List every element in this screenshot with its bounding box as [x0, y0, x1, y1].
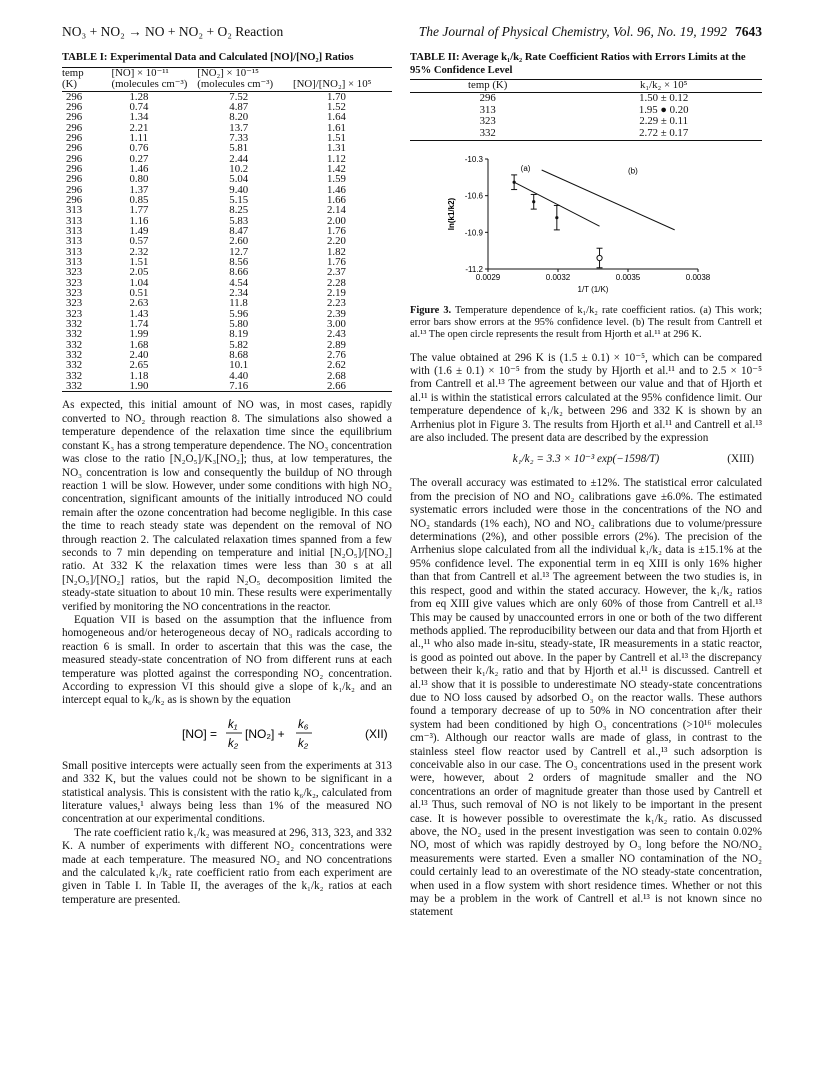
eq13-text: k₁/k₂ = 3.3 × 10⁻³ exp(−1598/T)	[512, 453, 660, 466]
table-row	[410, 105, 762, 117]
y-tick-label: -10.9	[464, 228, 483, 238]
eq12-label: (XII)	[365, 726, 388, 741]
table-cell: 2.21	[129, 121, 149, 134]
table-cell: 12.7	[229, 245, 249, 258]
table-cell: 2.62	[326, 359, 346, 372]
table-row	[62, 381, 392, 392]
x-axis-label: 1/T (1/K)	[577, 284, 609, 294]
table-cell: 313	[479, 103, 496, 116]
table-cell: 9.40	[229, 183, 249, 196]
table-cell: 1.76	[326, 256, 346, 268]
page-header	[62, 24, 762, 42]
table-row	[410, 92, 762, 104]
table1-label: TABLE I:	[62, 52, 108, 63]
data-point	[532, 200, 535, 203]
paragraph: Equation VII is based on the assumption that the influence from homogeneous and/or heterogeneous decay of NO₃ radicals according to reaction 6 is small. In order to ascertain that this was the case, the measured steady-state concentration of NO from different runs at each temperature was plotted against the corresponding NO₂ concentration. According to expression VI this should give a slope of k₁/k₂ and an intercept equal to k₆/k₂ as is shown by the equation	[62, 613, 392, 707]
table-cell: 2.63	[129, 297, 149, 310]
table-cell: 0.27	[129, 152, 149, 165]
table-cell: 4.87	[229, 100, 249, 113]
table-cell: 2.43	[326, 328, 346, 341]
table2-title: Average k₁/k₂ Rate Coefficient Ratios with Errors Limits at the 95% Confidence Level	[410, 52, 746, 76]
table-cell: 1.95 ● 0.20	[638, 103, 689, 116]
table-cell: 2.40	[129, 349, 149, 362]
table1	[62, 67, 392, 393]
eq12-k1: k₁	[228, 718, 238, 731]
table-cell: 296	[66, 131, 83, 144]
table1-title: Experimental Data and Calculated [NO]/[NO₂] Ratios	[110, 52, 354, 63]
equation-xii-graphic	[62, 714, 392, 754]
table-cell: 0.57	[129, 235, 149, 248]
journal-citation	[419, 24, 762, 40]
table-cell: 1.34	[129, 111, 149, 124]
table-cell: 8.20	[229, 111, 249, 124]
table1-header-cell: [NO] × 10⁻¹¹	[111, 66, 169, 79]
paragraph: Small positive intercepts were actually seen from the experiments at 313 and 332 K, but the values could not be shown to be significant in a statistical analysis. This is consistent with the ratio k₆/k₂, calculated from literature values,¹ always being less than 1% of the measured NO concentration at our experimental conditions.	[62, 759, 392, 826]
table-cell: 2.37	[326, 266, 346, 279]
table2-body	[410, 92, 762, 140]
table-cell: 5.83	[229, 214, 249, 227]
table-cell: 10.1	[229, 359, 249, 372]
table-cell: 4.40	[229, 369, 249, 382]
table2-header-cell: k₁/k₂ × 10⁵	[639, 79, 688, 91]
figure3-chart	[410, 149, 762, 299]
table-cell: 2.29 ± 0.11	[639, 115, 689, 128]
table-cell: 332	[66, 338, 83, 351]
table-cell: 2.05	[129, 266, 149, 279]
table-cell: 1.37	[129, 183, 149, 196]
right-column	[410, 52, 762, 920]
table1-header-cell: temp	[62, 66, 84, 79]
table1-header-cell: (K)	[62, 78, 77, 90]
table-cell: 332	[66, 349, 83, 362]
table2	[410, 79, 762, 141]
table-cell: 313	[66, 235, 83, 248]
table-row	[410, 116, 762, 128]
table1-header-cell: [NO]/[NO₂] × 10⁵	[292, 78, 372, 90]
eq12-lhs: [NO] =	[182, 726, 218, 741]
table1-header-cell: [NO₂] × 10⁻¹⁵	[197, 66, 259, 79]
table1-header-cell: (molecules cm⁻³)	[111, 78, 188, 90]
table-cell: 11.8	[229, 297, 248, 310]
table-cell: 8.56	[229, 256, 249, 268]
table-cell: 323	[66, 297, 83, 310]
table-cell: 296	[66, 142, 83, 155]
table-cell: 1.11	[129, 131, 148, 144]
table-cell: 332	[66, 328, 83, 341]
table-cell: 2.23	[326, 297, 346, 310]
annotation-a: (a)	[520, 164, 531, 174]
table-cell: 1.28	[129, 90, 149, 103]
table-cell: 1.43	[129, 307, 149, 320]
table-cell: 313	[66, 224, 83, 237]
table-cell: 1.64	[326, 111, 346, 124]
table-cell: 323	[66, 287, 83, 300]
table-cell: 1.52	[326, 100, 346, 113]
table-cell: 323	[66, 307, 83, 320]
table2-header-cell: temp (K)	[468, 79, 508, 91]
table-cell: 1.61	[326, 121, 346, 134]
eq12-k2a: k₂	[228, 737, 239, 750]
table-cell: 2.66	[326, 380, 346, 393]
table-cell: 8.19	[229, 328, 249, 341]
table-cell: 313	[66, 214, 83, 227]
page-number: 7643	[735, 24, 762, 39]
table-row	[62, 143, 392, 153]
table2-caption	[410, 52, 762, 77]
table-cell: 5.04	[229, 173, 249, 186]
table-cell: 3.00	[326, 318, 346, 331]
table-cell: 1.82	[326, 245, 346, 258]
table-cell: 332	[66, 318, 83, 331]
table-cell: 1.77	[129, 204, 149, 217]
table-cell: 8.25	[229, 204, 249, 217]
table-cell: 2.68	[326, 369, 346, 382]
table-cell: 5.81	[229, 142, 249, 155]
figure3-text: Temperature dependence of k₁/k₂ rate coefficient ratios. (a) This work; error bars show errors at the 95% confidence level. (b) The result from Cantrell et al.¹³ The open circle represents the result from Hjorth et al.¹¹ at 296 K.	[410, 304, 762, 341]
figure3-label: Figure 3.	[410, 304, 452, 316]
table-cell: 2.39	[326, 307, 346, 320]
table-cell: 296	[66, 193, 83, 206]
table-cell: 2.60	[229, 235, 249, 248]
table-cell: 313	[66, 204, 83, 217]
figure3-caption	[410, 305, 762, 342]
table-cell: 332	[66, 359, 83, 372]
table-cell: 2.34	[229, 287, 249, 300]
data-point	[555, 216, 558, 219]
table-cell: 296	[66, 173, 83, 186]
table-cell: 5.80	[229, 318, 249, 331]
table-cell: 8.66	[229, 266, 249, 279]
x-tick-label: 0.0038	[685, 272, 711, 282]
left-text-2	[62, 760, 392, 907]
table-cell: 2.00	[326, 214, 346, 227]
table-cell: 2.14	[326, 204, 346, 217]
line-b	[542, 170, 675, 230]
table-row	[410, 128, 762, 140]
table-cell: 1.70	[326, 90, 346, 103]
table-cell: 296	[66, 162, 83, 175]
table-cell: 0.51	[129, 287, 149, 300]
table-cell: 313	[66, 256, 83, 268]
open-circle-point	[597, 255, 602, 260]
table2-label: TABLE II:	[410, 52, 460, 63]
table-cell: 7.52	[229, 90, 249, 103]
table-cell: 1.74	[129, 318, 149, 331]
table-cell: 1.59	[326, 173, 346, 186]
table-cell: 5.96	[229, 307, 249, 320]
x-tick-label: 0.0029	[475, 272, 501, 282]
table-cell: 323	[66, 266, 83, 279]
table-cell: 7.16	[229, 380, 249, 393]
y-axis-label: ln(k1/k2)	[447, 197, 456, 231]
left-column	[62, 52, 392, 907]
table-cell: 1.76	[326, 224, 346, 237]
annotation-b: (b)	[628, 166, 638, 176]
table-cell: 1.68	[129, 338, 149, 351]
table-cell: 1.04	[129, 276, 149, 289]
table2-header	[410, 80, 762, 93]
x-tick-label: 0.0035	[615, 272, 641, 282]
y-tick-label: -11.2	[465, 264, 483, 274]
table-cell: 1.16	[129, 214, 149, 227]
journal-name: The Journal of Physical Chemistry, Vol. 96, No. 19, 1992	[418, 24, 727, 39]
table-cell: 1.50 ± 0.12	[639, 91, 689, 104]
table-cell: 8.47	[229, 224, 249, 237]
table-cell: 2.19	[326, 287, 346, 300]
table-cell: 296	[66, 152, 83, 165]
equation-xii	[62, 714, 392, 754]
table-cell: 296	[66, 90, 83, 103]
left-text-1	[62, 399, 392, 707]
table-cell: 1.90	[129, 380, 149, 393]
eq12-mid: [NO₂] +	[245, 726, 285, 741]
table-cell: 2.89	[326, 338, 346, 351]
table-cell: 5.82	[229, 338, 249, 351]
table-cell: 8.68	[229, 349, 249, 362]
table-cell: 0.85	[129, 193, 149, 206]
table-cell: 296	[66, 111, 83, 124]
table-cell: 2.32	[129, 245, 149, 258]
table-cell: 2.28	[326, 276, 346, 289]
table-row	[62, 112, 392, 122]
table-cell: 332	[479, 127, 496, 140]
table1-header-cell: (molecules cm⁻³)	[197, 78, 274, 90]
y-tick-label: -10.6	[464, 191, 483, 201]
table-cell: 296	[66, 183, 83, 196]
table-cell: 1.99	[129, 328, 149, 341]
paragraph: The rate coefficient ratio k₁/k₂ was measured at 296, 313, 323, and 332 K. A number of experiments with different NO₂ concentrations were made at each temperature. The measured NO₂ and NO concentrations and the calculated k₁/k₂ rate coefficient ratio from each experiment are given in Table I. In Table II, the averages of the k₁/k₂ ratios at each temperature are presented.	[62, 826, 392, 906]
table-cell: 4.54	[229, 276, 249, 289]
paragraph: As expected, this initial amount of NO was, in most cases, rapidly converted to NO₂ through reaction 8. The simulations also showed a temperature dependence of the relaxation time since the equilibrium constant K₃ has a strong temperature dependence. The NO₃ concentration was close to the ratio [N₂O₅]/K₃[NO₂]; thus, at low temperatures, the NO₃ concentration is low and consequently the buildup of NO through reaction 1 will be slow. However, under some conditions with high NO₂ concentration, significant amounts of the initially introduced NO could remain after the ozone concentration had become negligible. In this case the time to reach steady state was dependent on the removal of NO through reaction 2. The calculated relaxation times spanned from a few seconds to 7 min depending on temperature and initial [N₂O₅]/[NO₂] ratio. At 332 K the relaxation times were less than 30 s at all [N₂O₅]/[NO₂] ratios, but the rapid N₂O₅ decomposition limited the steady-state situation to about 10 min. These results were experimentally verified by monitoring the NO concentrations in the reactor.	[62, 399, 392, 613]
paragraph: The value obtained at 296 K is (1.5 ± 0.1) × 10⁻⁵, which can be compared with (1.6 ± 0.1) × 10⁻⁵ from the study by Hjorth et al.¹¹ and to 2.5 × 10⁻⁵ from Cantrell et al.¹³ The agreement between our value and that of Hjorth et al.¹¹ is within the statistical errors calculated at the 95% confidence limit. Our temperature dependence of k₁/k₂ between 296 and 332 K is shown by an Arrhenius plot in Figure 3. The results from Hjorth et al.¹¹ and Cantrell et al.¹³ are also included. The present data are described by the expression	[410, 351, 762, 445]
table-cell: 332	[66, 369, 83, 382]
table-cell: 323	[66, 276, 83, 289]
paragraph: The overall accuracy was estimated to ±12%. The statistical error calculated from the precision of NO and NO₂ calibrations gave ±6.0%. The estimated systematic errors included were those in the concentrations of the NO and NO₂ standards (1% each), NO and NO₂ calibrations due to volume/pressure determinations (2%), and other possible errors (2%). The precision of the Arrhenius slope calculated from all the individual k₁/k₂ data is ±15.1% at the 95% confidence level. The exponential term in eq XIII is only 16% higher than that from Cantrell et al.¹³ The agreement between the two studies is, in this respect, good and within the stated accuracy. However, the k₁/k₂ ratios from eq XIII give values which are only 60% of those from Cantrell et al.¹³ This may be caused by unaccounted errors in one or both of the two different methods applied. The reproducibility between our data and that from Hjorth et al.,¹¹ who also made in-situ, steady-state, IR measurements in a static reactor, is good as pointed out above. In the paper by Cantrell et al.¹³ the discrepancy between their k₁/k₂ ratio and that by Hjorth et al.¹¹ is discussed. Cantrell et al.¹³ show that it is possible to underestimate NO steady-state concentrations due to NO loss caused by adsorbed O₃ on the reactor walls. These authors found a temporary decrease of up to 50% in NO concentration after their system had been conditioned by high O₃ concentrations (>10¹⁶ molecules cm⁻³). Although our reactor walls are made of glass, in contrast to the stainless steel flow reactor used by Cantrell et al.,¹³ such adsorption is conceivable also in our case. The O₃ concentrations used in the present work were, however, about 2 orders of magnitude smaller and the NO concentrations an order of magnitude greater than those used by Cantrell et al.¹³ Thus, such removal of NO is not likely to be important in the present case. It is however possible to overestimate the k₁/k₂ ratio. As discussed above, the NO₂ used in the present investigation was seen to contain 0.02% NO, most of which was rapidly destroyed by O₃ long before the NO/NO₂ measurements were started. Even a smaller NO contamination of the NO₂ could certainly lead to an overestimate of the NO steady-state concentration, when used in a flow system with short residence times. Whether or not this may be a problem in the work of Cantrell et al.¹³ is not known since no statement	[410, 477, 762, 919]
table-cell: 1.12	[326, 152, 346, 165]
table-cell: 296	[66, 121, 83, 134]
table-cell: 1.46	[129, 162, 149, 175]
table-cell: 1.31	[326, 142, 346, 155]
table-cell: 2.65	[129, 359, 149, 372]
table-cell: 13.7	[229, 121, 249, 134]
table-cell: 2.44	[229, 152, 249, 165]
table-cell: 2.76	[326, 349, 346, 362]
table-cell: 5.15	[229, 193, 249, 206]
y-tick-label: -10.3	[464, 154, 483, 164]
table-cell: 0.80	[129, 173, 149, 186]
table-cell: 1.51	[129, 256, 149, 268]
table-cell: 296	[479, 91, 496, 104]
table-cell: 1.49	[129, 224, 149, 237]
table1-header	[62, 67, 392, 91]
running-title: NO₃ + NO₂ → NO + NO₂ + O₂ Reaction	[62, 24, 284, 39]
table-cell: 0.76	[129, 142, 149, 155]
table-cell: 323	[479, 115, 496, 128]
table-cell: 296	[66, 100, 83, 113]
eq12-k2b: k₂	[298, 737, 309, 750]
table-cell: 1.46	[326, 183, 346, 196]
table-cell: 1.18	[129, 369, 149, 382]
table-cell: 1.66	[326, 193, 346, 206]
table1-body	[62, 91, 392, 392]
table-cell: 10.2	[229, 162, 249, 175]
table1-caption	[62, 52, 392, 65]
table-cell: 1.51	[326, 131, 346, 144]
table-cell: 313	[66, 245, 83, 258]
table-cell: 2.20	[326, 235, 346, 248]
table-cell: 332	[66, 380, 83, 393]
eq12-k6: k₆	[298, 718, 309, 731]
table-cell: 7.33	[229, 131, 249, 144]
table-cell: 2.72 ± 0.17	[639, 127, 689, 140]
table-cell: 0.74	[129, 100, 149, 113]
x-tick-label: 0.0032	[545, 272, 571, 282]
table-cell: 1.42	[326, 162, 346, 175]
equation-xiii	[410, 453, 762, 469]
eq13-label: (XIII)	[727, 453, 754, 466]
